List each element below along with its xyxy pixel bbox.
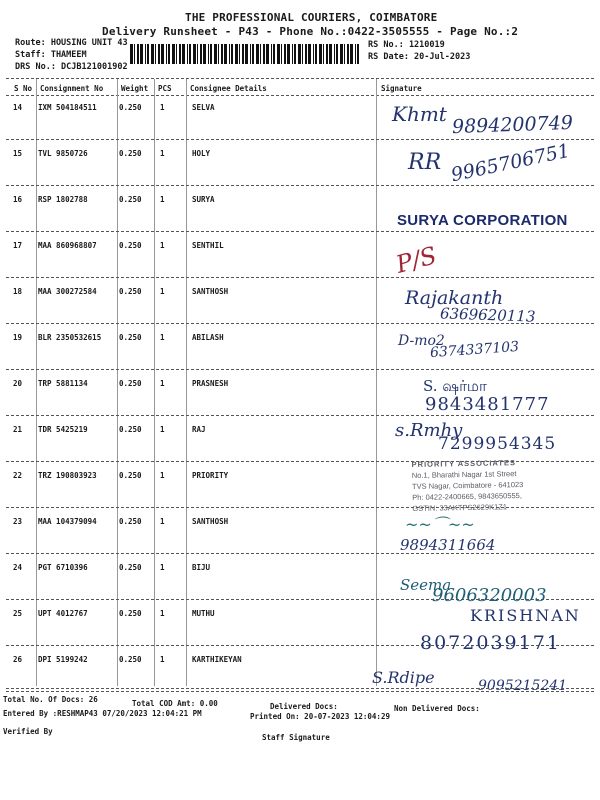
verified-by: Verified By xyxy=(3,727,53,736)
signature-row-23-phone: 9894311664 xyxy=(400,536,496,554)
signature-row-14-phone: 9894200749 xyxy=(451,111,574,139)
barcode-bar xyxy=(134,44,135,64)
row-consignee: KARTHIKEYAN xyxy=(192,655,242,664)
barcode-bar xyxy=(229,44,230,64)
row-consignee: BIJU xyxy=(192,563,211,572)
signature-row-22-stamp xyxy=(412,457,524,514)
signature-row-23-scribble: ~~⌒~~ xyxy=(405,515,475,534)
barcode-bar xyxy=(182,44,185,64)
entered-by: Entered By :RESHMAP43 07/20/2023 12:04:21 PM xyxy=(3,709,202,718)
signature-row-25-name: KRISHNAN xyxy=(470,606,581,625)
row-weight: 0.250 xyxy=(119,609,142,618)
row-consignee: SANTHOSH xyxy=(192,517,229,526)
col-header-consignment: Consignment No xyxy=(40,84,104,93)
signature-row-14-scribble: Khmt xyxy=(392,102,447,126)
barcode-bar xyxy=(172,44,175,64)
row-weight: 0.250 xyxy=(119,471,142,480)
barcode-bar xyxy=(179,44,181,64)
rs-number: RS No.: 1210019 xyxy=(368,40,445,50)
row-rule xyxy=(6,139,594,140)
stamp-address-line1: No.1, Bharathi Nagar 1st Street xyxy=(411,469,517,480)
route-label: Route: HOUSING UNIT 43 xyxy=(15,38,128,48)
row-pcs: 1 xyxy=(160,149,165,158)
row-rule xyxy=(6,415,594,416)
barcode-bar xyxy=(319,44,322,64)
barcode-bar xyxy=(357,44,359,64)
barcode-bar xyxy=(151,44,154,64)
row-consignment-no: TRZ 190803923 xyxy=(38,471,97,480)
drs-number: DRS No.: DCJB121001902 xyxy=(15,62,128,72)
row-rule xyxy=(6,277,594,278)
barcode-bar xyxy=(256,44,259,64)
signature-row-21-phone: 7299954345 xyxy=(438,434,557,454)
row-sno: 16 xyxy=(13,195,23,204)
row-sno: 18 xyxy=(13,287,23,296)
table-top-rule xyxy=(6,78,594,79)
barcode-bar xyxy=(305,44,307,64)
signature-row-20-name: S. ஷர்மா xyxy=(423,377,487,395)
staff-label: Staff: THAMEEM xyxy=(15,50,87,60)
delivered-docs: Delivered Docs: xyxy=(270,702,338,711)
signature-row-18-phone: 6369620113 xyxy=(439,304,536,326)
signature-row-16-stamp: SURYA CORPORATION xyxy=(397,212,568,229)
barcode-bar xyxy=(197,44,198,64)
row-weight: 0.250 xyxy=(119,241,142,250)
row-sno: 22 xyxy=(13,471,23,480)
barcode xyxy=(130,44,360,64)
barcode-bar xyxy=(166,44,167,64)
barcode-bar xyxy=(214,44,217,64)
row-sno: 15 xyxy=(13,149,23,158)
barcode-bar xyxy=(168,44,170,64)
barcode-bar xyxy=(187,44,188,64)
barcode-bar xyxy=(252,44,254,64)
barcode-bar xyxy=(200,44,202,64)
row-pcs: 1 xyxy=(160,609,165,618)
signature-row-15-phone: 9965706751 xyxy=(449,139,572,187)
row-consignment-no: IXM 504184511 xyxy=(38,103,97,112)
signature-row-25-phone: 8072039171 xyxy=(420,632,561,654)
row-weight: 0.250 xyxy=(119,103,142,112)
row-rule xyxy=(6,231,594,232)
stamp-phone: Ph: 0422-2400665, 9843650555, xyxy=(412,491,522,502)
row-rule xyxy=(6,369,594,370)
row-rule xyxy=(6,185,594,186)
col-header-pcs: PCS xyxy=(158,84,172,93)
table-row xyxy=(0,234,600,278)
row-consignment-no: DPI 5199242 xyxy=(38,655,88,664)
rs-date: RS Date: 20-Jul-2023 xyxy=(368,52,471,62)
row-pcs: 1 xyxy=(160,563,165,572)
row-pcs: 1 xyxy=(160,425,165,434)
signature-row-18-name: Rajakanth xyxy=(405,287,504,309)
col-header-signature: Signature xyxy=(381,84,422,93)
row-pcs: 1 xyxy=(160,195,165,204)
barcode-bar xyxy=(355,44,356,64)
row-weight: 0.250 xyxy=(119,655,142,664)
printed-on: Printed On: 20-07-2023 12:04:29 xyxy=(250,712,390,721)
row-weight: 0.250 xyxy=(119,517,142,526)
row-sno: 21 xyxy=(13,425,23,434)
stamp-address-line2: TVS Nagar, Coimbatore - 641023 xyxy=(411,480,524,491)
signature-row-24-name: Seema xyxy=(400,576,452,594)
row-sno: 17 xyxy=(13,241,23,250)
total-docs: Total No. Of Docs: 26 xyxy=(3,695,98,704)
total-cod-amount: Total COD Amt: 0.00 xyxy=(132,699,218,708)
staff-signature: Staff Signature xyxy=(262,733,330,742)
barcode-bar xyxy=(224,44,227,64)
barcode-bar xyxy=(242,44,244,64)
barcode-bar xyxy=(130,44,133,64)
row-weight: 0.250 xyxy=(119,563,142,572)
row-sno: 24 xyxy=(13,563,23,572)
barcode-bar xyxy=(203,44,206,64)
barcode-bar xyxy=(284,44,286,64)
barcode-bar xyxy=(287,44,290,64)
row-sno: 20 xyxy=(13,379,23,388)
barcode-bar xyxy=(302,44,303,64)
signature-row-21-scribble: s.Rmhy xyxy=(395,420,463,441)
col-header-consignee: Consignee Details xyxy=(190,84,267,93)
row-consignee: SURYA xyxy=(192,195,215,204)
barcode-bar xyxy=(281,44,282,64)
row-consignee: MUTHU xyxy=(192,609,215,618)
row-consignment-no: MAA 300272584 xyxy=(38,287,97,296)
row-consignment-no: BLR 2350532615 xyxy=(38,333,102,342)
row-sno: 26 xyxy=(13,655,23,664)
barcode-bar xyxy=(250,44,251,64)
row-consignee: HOLY xyxy=(192,149,211,158)
barcode-bar xyxy=(350,44,353,64)
barcode-bar xyxy=(340,44,343,64)
row-consignee: SENTHIL xyxy=(192,241,224,250)
row-consignee: SELVA xyxy=(192,103,215,112)
row-sno: 14 xyxy=(13,103,23,112)
barcode-bar xyxy=(313,44,314,64)
row-weight: 0.250 xyxy=(119,287,142,296)
barcode-bar xyxy=(277,44,280,64)
signature-row-26-phone: 9095215241 xyxy=(478,678,568,694)
signature-row-20-phone: 9843481777 xyxy=(425,394,550,415)
barcode-bar xyxy=(155,44,156,64)
col-header-weight: Weight xyxy=(121,84,149,93)
barcode-bar xyxy=(266,44,269,64)
barcode-bar xyxy=(193,44,196,64)
barcode-bar xyxy=(323,44,324,64)
barcode-bar xyxy=(231,44,233,64)
runsheet-subtitle: Delivery Runsheet - P43 - Phone No.:0422-3505555 - Page No.:2 xyxy=(102,25,519,38)
barcode-bar xyxy=(210,44,212,64)
barcode-bar xyxy=(239,44,240,64)
row-consignee: PRIORITY xyxy=(192,471,229,480)
row-sno: 25 xyxy=(13,609,23,618)
row-consignment-no: MAA 860968807 xyxy=(38,241,97,250)
barcode-bar xyxy=(326,44,328,64)
barcode-bar xyxy=(221,44,223,64)
barcode-bar xyxy=(273,44,275,64)
barcode-bar xyxy=(161,44,164,64)
signature-row-19-phone: 6374337103 xyxy=(429,338,520,362)
barcode-bar xyxy=(347,44,349,64)
barcode-bar xyxy=(158,44,160,64)
row-consignment-no: TRP 5881134 xyxy=(38,379,88,388)
barcode-bar xyxy=(334,44,335,64)
row-pcs: 1 xyxy=(160,241,165,250)
row-pcs: 1 xyxy=(160,517,165,526)
row-weight: 0.250 xyxy=(119,195,142,204)
row-consignee: SANTHOSH xyxy=(192,287,229,296)
barcode-bar xyxy=(344,44,345,64)
row-weight: 0.250 xyxy=(119,425,142,434)
barcode-bar xyxy=(137,44,139,64)
row-consignment-no: TVL 9850726 xyxy=(38,149,88,158)
barcode-bar xyxy=(298,44,301,64)
barcode-bar xyxy=(292,44,293,64)
signature-row-24-phone: 9606320003 xyxy=(432,585,547,606)
stamp-gstin: GSTIN: 33AKTPS2629K1Z1 xyxy=(412,502,508,513)
barcode-bar xyxy=(260,44,261,64)
signature-row-26-scribble: S.Rdipe xyxy=(372,668,435,687)
barcode-bar xyxy=(308,44,311,64)
footer-rule xyxy=(6,688,594,689)
company-title: THE PROFESSIONAL COURIERS, COIMBATORE xyxy=(185,11,438,24)
row-rule xyxy=(6,553,594,554)
row-consignment-no: RSP 1802788 xyxy=(38,195,88,204)
barcode-bar xyxy=(147,44,149,64)
signature-row-19-scribble: D-mo2 xyxy=(398,333,445,349)
barcode-bar xyxy=(245,44,248,64)
non-delivered-docs: Non Delivered Docs: xyxy=(394,704,480,713)
row-consignment-no: TDR 5425219 xyxy=(38,425,88,434)
row-pcs: 1 xyxy=(160,333,165,342)
row-weight: 0.250 xyxy=(119,333,142,342)
barcode-bar xyxy=(315,44,317,64)
signature-row-15-scribble: RR xyxy=(408,150,442,175)
row-sno: 19 xyxy=(13,333,23,342)
row-pcs: 1 xyxy=(160,379,165,388)
row-consignee: ABILASH xyxy=(192,333,224,342)
barcode-bar xyxy=(189,44,191,64)
barcode-bar xyxy=(208,44,209,64)
row-pcs: 1 xyxy=(160,471,165,480)
barcode-bar xyxy=(176,44,177,64)
row-pcs: 1 xyxy=(160,103,165,112)
barcode-bar xyxy=(145,44,146,64)
row-sno: 23 xyxy=(13,517,23,526)
row-consignee: RAJ xyxy=(192,425,206,434)
barcode-bar xyxy=(294,44,296,64)
barcode-bar xyxy=(235,44,238,64)
stamp-company: PRIORITY ASSOCIATES xyxy=(411,458,516,469)
row-consignment-no: MAA 104379094 xyxy=(38,517,97,526)
col-header-sno: S No xyxy=(14,84,33,93)
row-consignment-no: UPT 4012767 xyxy=(38,609,88,618)
row-pcs: 1 xyxy=(160,655,165,664)
row-consignee: PRASNESH xyxy=(192,379,229,388)
row-weight: 0.250 xyxy=(119,149,142,158)
barcode-bar xyxy=(329,44,332,64)
barcode-bar xyxy=(140,44,143,64)
barcode-bar xyxy=(336,44,338,64)
signature-row-17-mark: P/S xyxy=(393,241,440,279)
barcode-bar xyxy=(271,44,272,64)
barcode-bar xyxy=(263,44,265,64)
barcode-bar xyxy=(218,44,219,64)
table-row xyxy=(0,510,600,554)
row-pcs: 1 xyxy=(160,287,165,296)
row-consignment-no: PGT 6710396 xyxy=(38,563,88,572)
row-weight: 0.250 xyxy=(119,379,142,388)
